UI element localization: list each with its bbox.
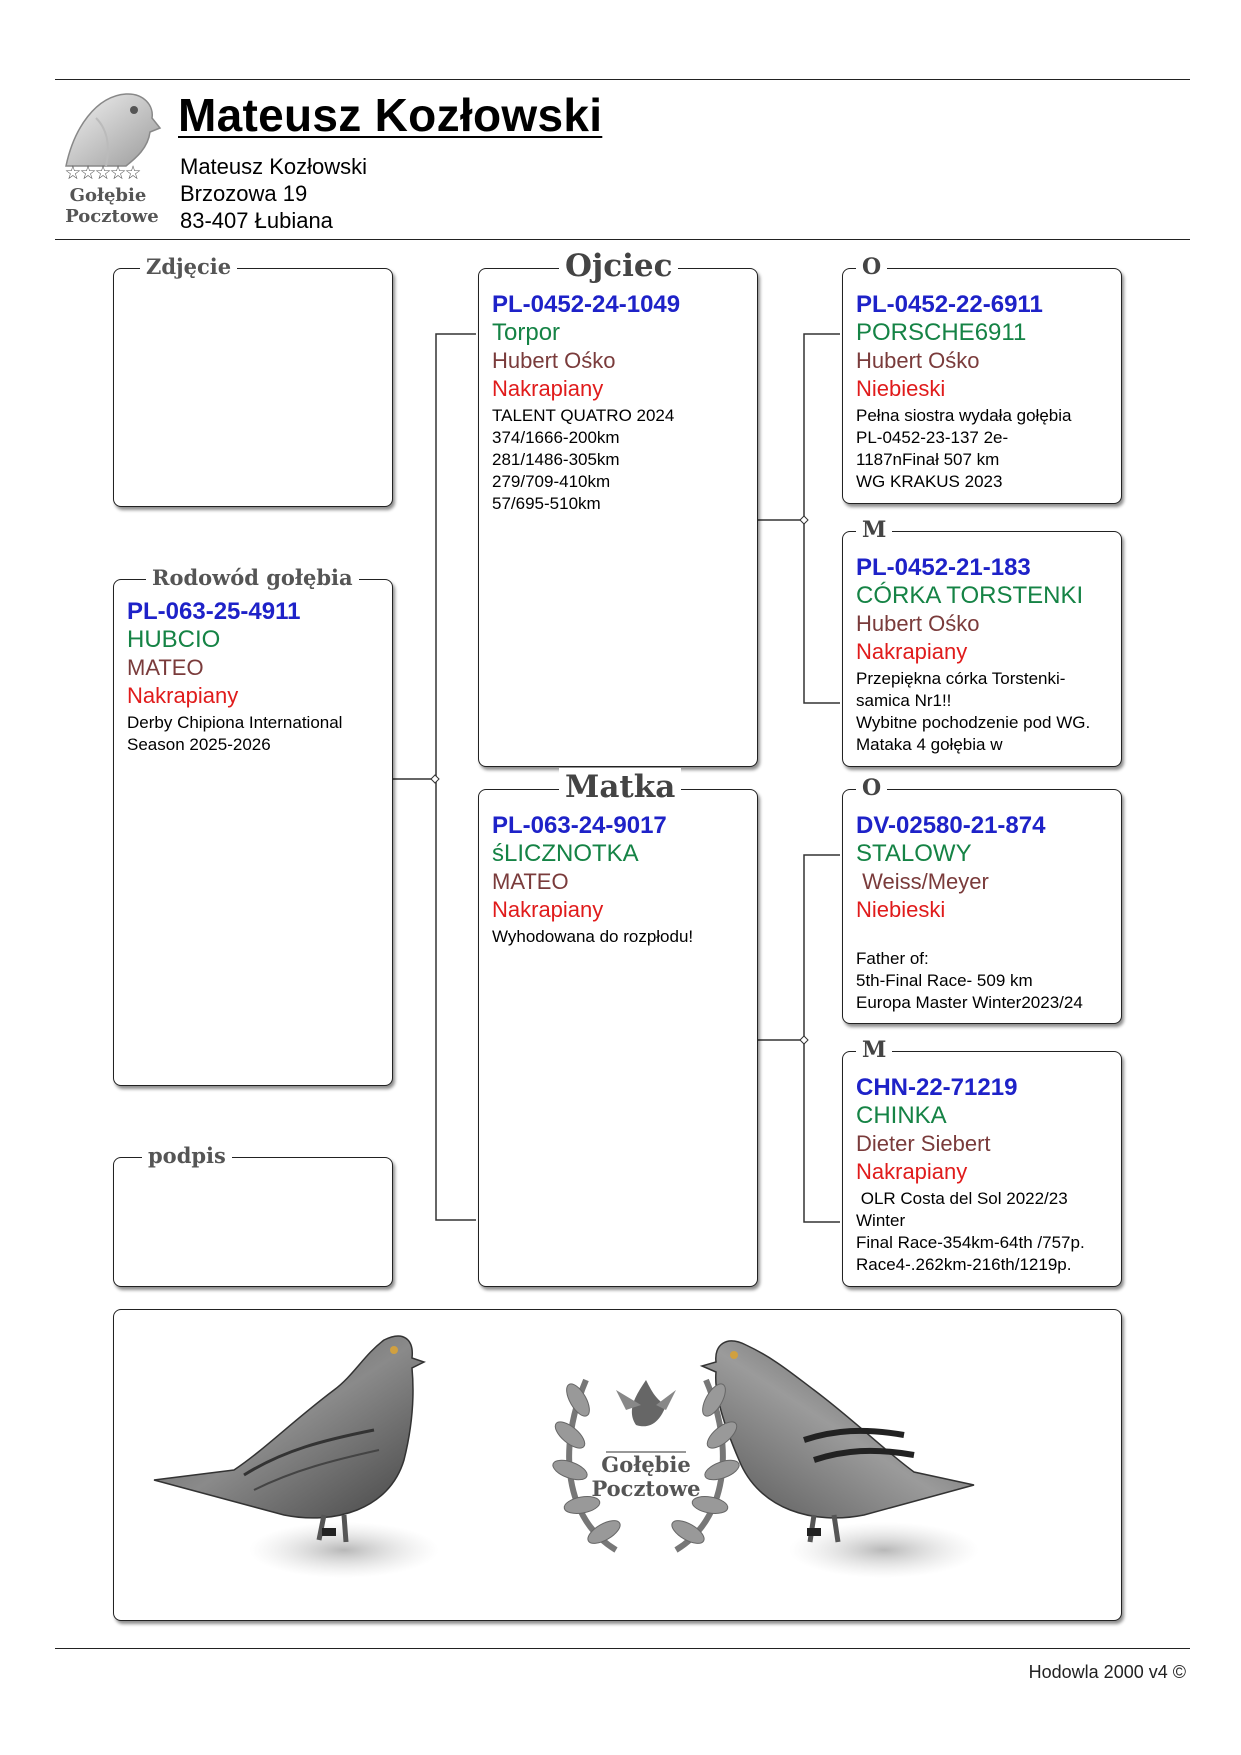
pigeon-color: Nakrapiany — [492, 376, 604, 401]
logo-text-1: Gołębie — [69, 185, 147, 206]
ring-number: DV-02580-21-874 — [856, 812, 1046, 839]
ring-number: CHN-22-71219 — [856, 1074, 1018, 1101]
mother-details — [492, 812, 751, 948]
address-line: Brzozowa 19 — [180, 181, 308, 206]
ring-number: PL-063-25-4911 — [127, 598, 301, 625]
photo-label: Zdjęcie — [140, 254, 237, 280]
pigeon-name: CÓRKA TORSTENKI — [856, 582, 1084, 609]
dam-label: M — [856, 1037, 892, 1063]
mother-box — [478, 769, 758, 1287]
emblem-text-2: Pocztowe — [591, 1476, 701, 1501]
father-details — [492, 291, 751, 515]
note-line: Season 2025-2026 — [127, 735, 271, 754]
footer-credit: Hodowla 2000 v4 © — [1028, 1662, 1186, 1682]
right-pigeon-icon — [702, 1341, 979, 1578]
address-line: Mateusz Kozłowski — [180, 154, 368, 179]
note-line: 5th-Final Race- 509 km — [856, 971, 1033, 990]
breeder-name: MATEO — [127, 655, 204, 680]
pigeon-notes — [127, 712, 386, 756]
pigeon-notes — [856, 1188, 1115, 1276]
note-line: Final Race-354km-64th /757p. — [856, 1233, 1085, 1252]
pigeon-notes — [492, 926, 751, 948]
pigeon-notes — [856, 405, 1115, 493]
father-label: Ojciec — [559, 247, 678, 285]
breeder-name: Dieter Siebert — [856, 1131, 991, 1156]
bottom-rule — [55, 1648, 1190, 1649]
note-line: Race4-.262km-216th/1219p. — [856, 1255, 1072, 1274]
pedigree-label: Rodowód gołębia — [146, 565, 359, 591]
pigeon-name: HUBCIO — [127, 626, 221, 653]
pigeon-name: STALOWY — [856, 840, 972, 867]
pigeon-name: PORSCHE6911 — [856, 319, 1027, 346]
pigeon-color: Nakrapiany — [856, 639, 968, 664]
note-line: Europa Master Winter2023/24 — [856, 993, 1083, 1012]
note-line: 57/695-510km — [492, 494, 601, 513]
note-line: TALENT QUATRO 2024 — [492, 406, 675, 425]
paternal-granddam-details — [856, 554, 1115, 756]
photo-box — [113, 254, 393, 507]
note-line: Wybitne pochodzenie pod WG. — [856, 713, 1091, 732]
pigeon-color: Nakrapiany — [492, 897, 604, 922]
emblem-text-1: Gołębie — [601, 1452, 691, 1477]
left-pigeon-icon — [154, 1336, 439, 1578]
note-line: 374/1666-200km — [492, 428, 620, 447]
signature-box — [113, 1143, 393, 1287]
maternal-granddam-box — [842, 1037, 1122, 1287]
banner-box — [113, 1309, 1122, 1621]
father-box — [478, 248, 758, 767]
maternal-granddam-details — [856, 1074, 1115, 1276]
pigeon-name: Torpor — [492, 319, 561, 346]
pigeon-notes — [492, 405, 751, 515]
maternal-grandsire-details — [856, 812, 1115, 1014]
note-line: OLR Costa del Sol 2022/23 — [856, 1189, 1068, 1208]
address-line: 83-407 Łubiana — [180, 208, 333, 233]
breeder-name: Hubert Ośko — [856, 611, 980, 636]
ring-number: PL-0452-22-6911 — [856, 291, 1043, 318]
note-line: 281/1486-305km — [492, 450, 620, 469]
breeder-name: MATEO — [492, 869, 569, 894]
paternal-grandsire-details — [856, 291, 1115, 493]
mother-label: Matka — [559, 768, 681, 806]
ring-number: PL-0452-21-183 — [856, 554, 1031, 581]
breeder-name: Hubert Ośko — [856, 348, 980, 373]
pigeon-color: Niebieski — [856, 897, 946, 922]
breeder-name: Weiss/Meyer — [856, 869, 989, 894]
note-line: 1187nFinał 507 km — [856, 450, 1000, 469]
pigeon-box — [113, 565, 393, 1086]
note-line: samica Nr1!! — [856, 691, 952, 710]
pigeon-name: śLICZNOTKA — [492, 840, 639, 867]
logo-stars: ☆☆☆☆☆ — [64, 163, 140, 184]
paternal-granddam-box — [842, 517, 1122, 767]
ring-number: PL-063-24-9017 — [492, 812, 667, 839]
note-line: PL-0452-23-137 2e- — [856, 428, 1009, 447]
note-line: 279/709-410km — [492, 472, 611, 491]
pigeon-notes — [856, 926, 1115, 1014]
note-line: Mataka 4 gołębia w — [856, 735, 1003, 754]
sire-label: O — [856, 254, 887, 280]
pigeon-color: Nakrapiany — [127, 683, 239, 708]
note-line: Pełna siostra wydała gołębia — [856, 406, 1072, 425]
note-line: Przepiękna córka Torstenki- — [856, 669, 1066, 688]
note-line: Father of: — [856, 949, 929, 968]
pigeon-name: CHINKA — [856, 1102, 947, 1129]
note-line: Winter — [856, 1211, 906, 1230]
paternal-grandsire-box — [842, 254, 1122, 504]
note-line: Wyhodowana do rozpłodu! — [492, 927, 694, 946]
maternal-grandsire-box — [842, 775, 1122, 1024]
signature-label: podpis — [142, 1143, 232, 1169]
ring-number: PL-0452-24-1049 — [492, 291, 681, 318]
note-line: WG KRAKUS 2023 — [856, 472, 1003, 491]
note-line: Derby Chipiona International — [127, 713, 343, 732]
note-line — [856, 926, 1115, 948]
pigeon-details — [127, 598, 386, 756]
pigeon-color: Nakrapiany — [856, 1159, 968, 1184]
logo-text-2: Pocztowe — [65, 206, 159, 227]
pigeon-notes — [856, 668, 1115, 756]
breeder-name: Hubert Ośko — [492, 348, 616, 373]
sire-label: O — [856, 775, 887, 801]
pigeon-color: Niebieski — [856, 376, 946, 401]
page-title: Mateusz Kozłowski — [178, 89, 603, 141]
dam-label: M — [856, 517, 892, 543]
